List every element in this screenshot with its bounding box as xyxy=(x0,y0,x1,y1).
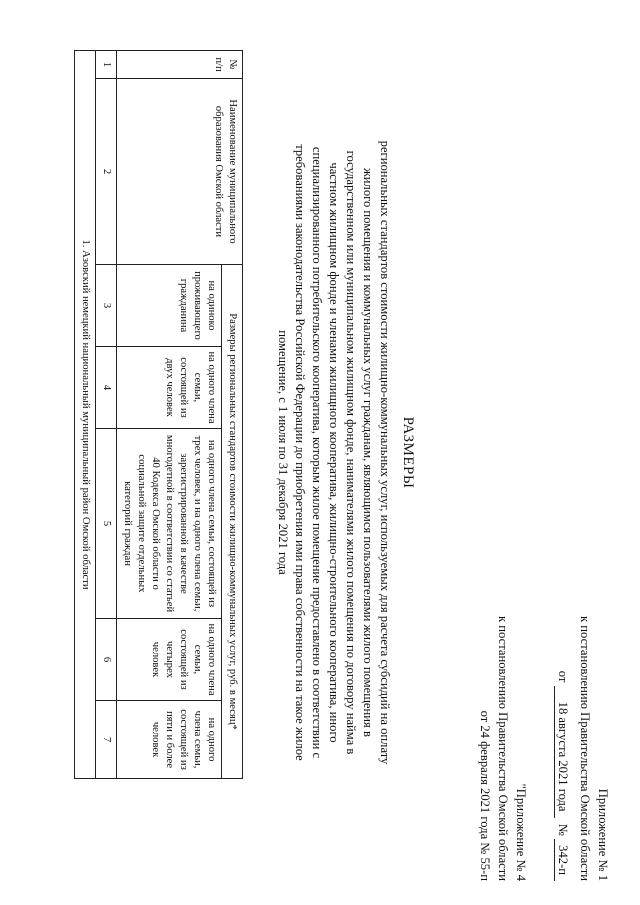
section-title: 1. Азовский немецкий национальный муниципальный район Омской области xyxy=(75,51,96,779)
heading-line-3: государственном или муниципальном жилищном фонде, нанимателями жилого помещения по договору найма в xyxy=(344,150,358,755)
column-number: 3 xyxy=(96,265,117,347)
header-cell-three: на одного члена семьи, состоящей из трех человек, и на одного члена семьи, зарегистрированной в качестве многодетной в соответствии со статьей 40 Кодекса Омской области о социальной защите отдельных категорий граждан xyxy=(117,429,222,619)
header-cell-two: на одного члена семьи, состоящей из двух человек xyxy=(117,347,222,429)
heading-line-5: специализированного потребительского кооператива, которым жилое помещение предоставлено в соответствии с xyxy=(310,146,324,759)
column-number: 7 xyxy=(96,701,117,779)
quoted-appendix-line-1: "Приложение № 4 xyxy=(514,783,528,881)
document-title: РАЗМЕРЫ xyxy=(400,416,416,489)
heading-line-4: частном жилищном фонде и членами жилищного кооператива, жилищно-строительного кооператива, иного xyxy=(327,162,341,743)
appendix-number-prefix: № xyxy=(556,823,570,836)
heading-line-2: жилого помещения и коммунальных услуг гражданам, являющимся пользователями жилого помещения в xyxy=(361,168,375,737)
quoted-appendix-line-3: от 24 февраля 2021 года № 55-п xyxy=(478,710,492,881)
header-cell-name: Наименование муниципального образования Омской области xyxy=(117,79,243,265)
header-cell-no: № п/п xyxy=(117,51,243,79)
heading-line-6: требованиями законодательства Российской Федерации до приобретения ими права собственности на такое жилое xyxy=(293,144,307,761)
column-number: 6 xyxy=(96,619,117,701)
header-cell-group: Размеры региональных стандартов стоимости жилищно-коммунальных услуг, руб. в месяц* xyxy=(222,265,243,779)
header-cell-four: на одного члена семьи, состоящей из четырех человек xyxy=(117,619,222,701)
heading-line-1: региональных стандартов стоимости жилищно-коммунальных услуг, используемых для расчета субсидий на оплату xyxy=(378,140,392,765)
header-cell-five: на одного члена семьи, состоящей из пяти и более человек xyxy=(117,701,222,779)
column-number: 5 xyxy=(96,429,117,619)
appendix-date-line xyxy=(554,671,570,881)
appendix-date: 18 августа 2021 года xyxy=(554,686,570,818)
header-cell-single: на одиноко проживающего гражданина xyxy=(117,265,222,347)
quoted-appendix-line-2: к постановлению Правительства Омской области xyxy=(496,616,510,881)
column-number: 1 xyxy=(96,51,117,79)
appendix-number: 342-п xyxy=(554,839,570,881)
column-number: 4 xyxy=(96,347,117,429)
standards-table xyxy=(74,50,243,870)
table-header-row-1 xyxy=(222,51,243,871)
appendix-line-2: к постановлению Правительства Омской области xyxy=(578,616,592,881)
heading-line-7: помещение, с 1 июля по 31 декабря 2021 года xyxy=(276,330,290,575)
column-number: 2 xyxy=(96,79,117,265)
table-margin-spacer xyxy=(96,779,243,870)
table-column-numbers-row xyxy=(96,51,117,871)
table-section-row xyxy=(75,51,96,871)
appendix-line-1: Приложение № 1 xyxy=(596,788,610,881)
appendix-from-label: от xyxy=(556,670,570,683)
